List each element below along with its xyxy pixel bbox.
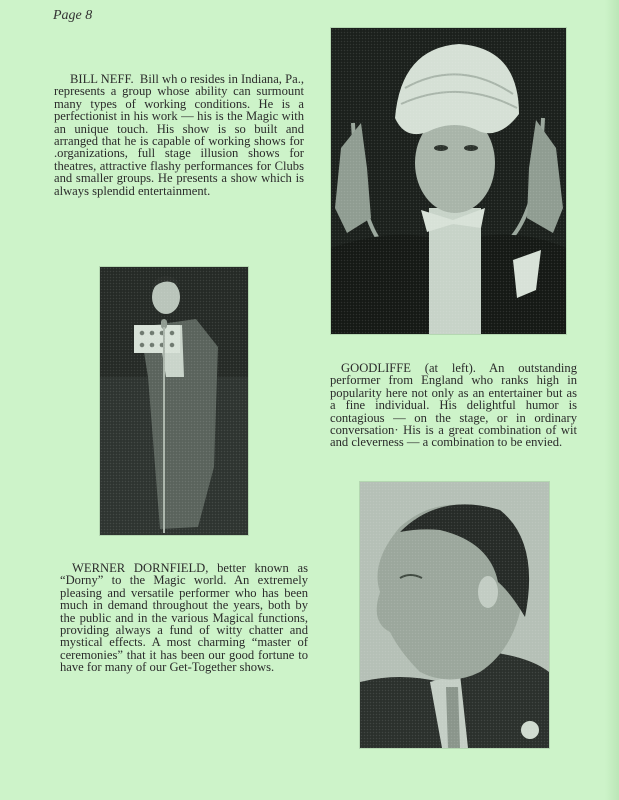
- article-name: GOODLIFFE: [341, 361, 411, 375]
- article-body: Bill wh o resides in Indiana, Pa., represents a group whose ability can surmount many types of working conditions. He is a perfectionist in his work — his is the Magic with an unique touch. His show is so built and arranged that he is capable of working shows for .organizations, full stage illusion shows for theatres, attractive flashy performances for Clubs and smaller groups. He presents a show which is always splendid entertainment.: [54, 72, 304, 198]
- photo-neff: [360, 482, 549, 748]
- article-name: WERNER DORNFIELD,: [72, 561, 209, 575]
- article-goodliffe: [330, 362, 577, 449]
- photo-neff-image: [360, 482, 549, 748]
- photo-dornfield-image: [100, 267, 248, 535]
- page-edge-shadow: [605, 0, 619, 800]
- article-name: BILL NEFF.: [70, 72, 134, 86]
- photo-goodliffe-image: [331, 28, 566, 334]
- article-body: (at left). An outstanding performer from England who ranks high in popularity here not only as an entertainer but as a fine individual. His delightful humor is contagious — on the stage, or in ordinary conversation· His is a great combination of wit and cleverness — a combination to be envied.: [330, 361, 577, 450]
- page-number: Page 8: [53, 8, 93, 23]
- article-werner-dornfield: [60, 562, 308, 674]
- article-bill-neff: [54, 73, 304, 197]
- photo-dornfield: [100, 267, 248, 535]
- photo-goodliffe: [331, 28, 566, 334]
- article-body: better known as “Dorny” to the Magic world. An extremely pleasing and versatile performer who has been much in demand throughout the years, both by the public and in the various Magical functions, providing always a fund of witty chatter and mystical effects. A most charming “master of ceremonies” that it has been our good fortune to have for many of our Get-Together shows.: [60, 561, 308, 675]
